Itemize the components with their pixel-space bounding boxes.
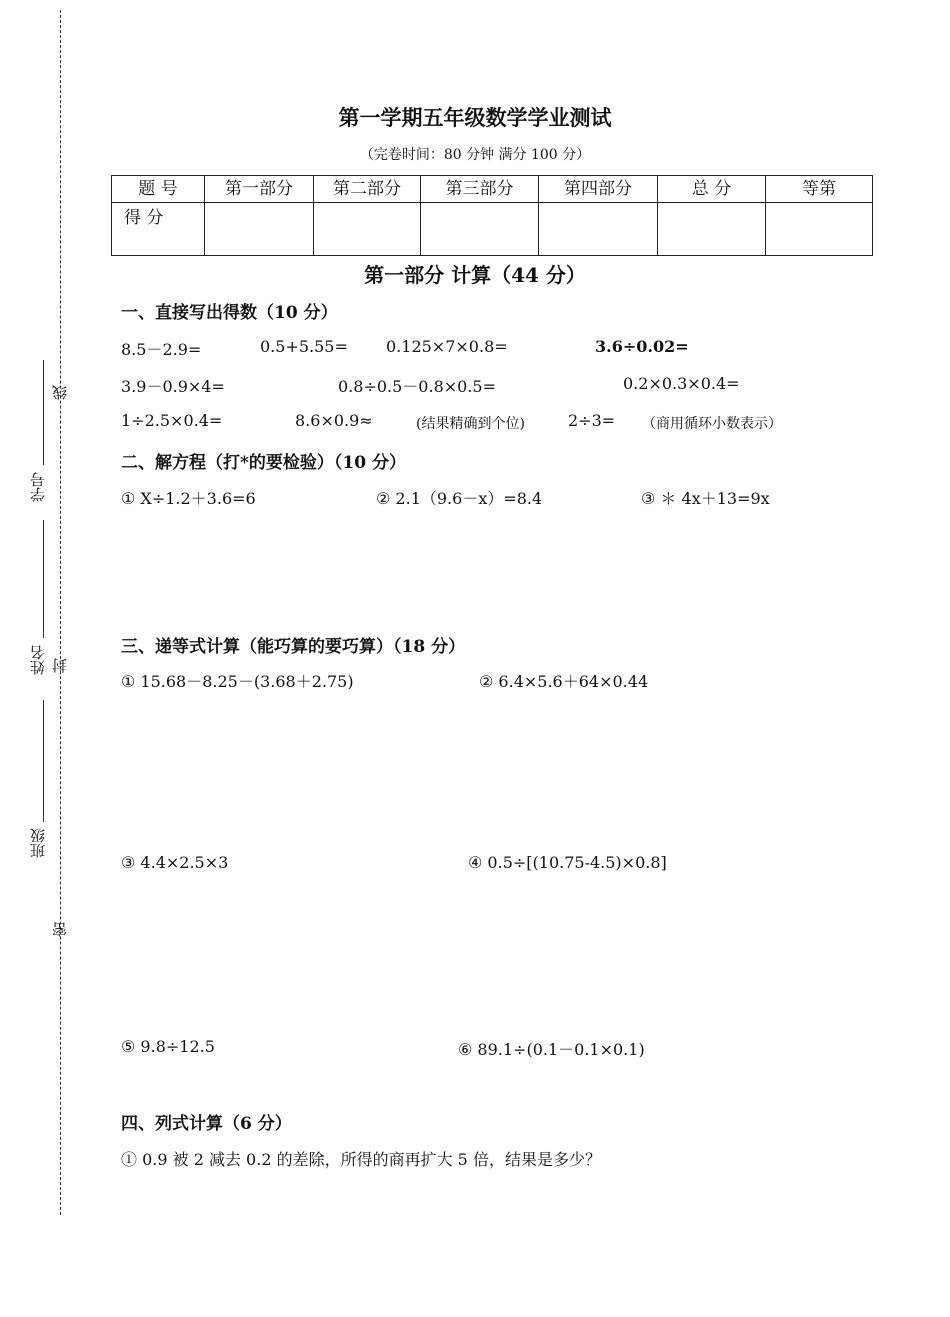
header-cell: 等第 <box>766 176 873 203</box>
s1-question: 3.9－0.9×4= <box>121 377 225 396</box>
score-cell[interactable] <box>421 203 539 256</box>
header-cell: 第三部分 <box>421 176 539 203</box>
s4-question: ① 0.9 被 2 减去 0.2 的差除，所得的商再扩大 5 倍，结果是多少？ <box>121 1150 601 1169</box>
section4-title: 四、列式计算（6 分） <box>121 1114 292 1134</box>
score-cell[interactable] <box>658 203 766 256</box>
name-field <box>43 520 44 638</box>
header-cell: 题 号 <box>112 176 205 203</box>
section1-title: 一、直接写出得数（10 分） <box>121 303 338 323</box>
s1-question: 1÷2.5×0.4= <box>121 411 223 430</box>
page-subtitle: （完卷时间：80 分钟 满分 100 分） <box>359 147 591 163</box>
score-table-header-row <box>112 176 873 203</box>
score-cell[interactable] <box>539 203 658 256</box>
header-cell: 第二部分 <box>314 176 421 203</box>
part1-title: 第一部分 计算（44 分） <box>364 263 586 287</box>
score-cell[interactable] <box>766 203 873 256</box>
s1-question: 2÷3= <box>568 411 616 430</box>
student-no-label: 学号 <box>29 472 47 502</box>
binding-seal-char: 封 <box>51 658 69 673</box>
s3-expression: ⑥ 89.1÷(0.1－0.1×0.1) <box>458 1040 645 1059</box>
s3-expression: ⑤ 9.8÷12.5 <box>121 1037 215 1056</box>
class-label: 班级 <box>29 828 47 858</box>
s3-expression: ④ 0.5÷[(10.75-4.5)×0.8] <box>468 853 667 872</box>
score-cell[interactable] <box>205 203 314 256</box>
binding-line-char: 线 <box>51 385 69 400</box>
page-title: 第一学期五年级数学学业测试 <box>338 105 612 130</box>
s2-equation: ③ ＊ 4x＋13=9x <box>641 489 770 508</box>
class-field <box>43 700 44 822</box>
s2-equation: ② 2.1（9.6－x）=8.4 <box>376 489 543 508</box>
s1-question: 8.6×0.9≈ <box>295 411 373 430</box>
binding-secret-char: 密 <box>51 922 69 937</box>
header-cell: 总 分 <box>658 176 766 203</box>
s3-expression: ① 15.68－8.25－(3.68＋2.75) <box>121 672 354 691</box>
s2-equation: ① X÷1.2＋3.6=6 <box>121 489 256 508</box>
name-label: 姓名 <box>29 645 47 675</box>
s1-question: 0.125×7×0.8= <box>386 337 508 356</box>
s1-question: 0.2×0.3×0.4= <box>623 374 740 393</box>
score-row-label: 得 分 <box>112 203 205 256</box>
section3-title: 三、递等式计算（能巧算的要巧算）（18 分） <box>121 637 466 657</box>
score-table-score-row <box>112 203 873 256</box>
s1-question: 8.5－2.9= <box>121 340 202 359</box>
s3-expression: ③ 4.4×2.5×3 <box>121 853 229 872</box>
student-no-field <box>43 360 44 465</box>
s1-question: 3.6÷0.02= <box>595 337 689 356</box>
s1-note: (结果精确到个位) <box>416 416 525 432</box>
binding-dashed-line <box>60 10 61 1215</box>
section2-title: 二、解方程（打*的要检验）（10 分） <box>121 453 406 473</box>
s1-question: 0.5+5.55= <box>260 337 348 356</box>
header-cell: 第一部分 <box>205 176 314 203</box>
s1-question: 0.8÷0.5－0.8×0.5= <box>338 377 497 396</box>
s1-note: （商用循环小数表示） <box>642 416 782 432</box>
score-cell[interactable] <box>314 203 421 256</box>
score-table <box>111 175 873 256</box>
s3-expression: ② 6.4×5.6＋64×0.44 <box>479 672 649 691</box>
header-cell: 第四部分 <box>539 176 658 203</box>
